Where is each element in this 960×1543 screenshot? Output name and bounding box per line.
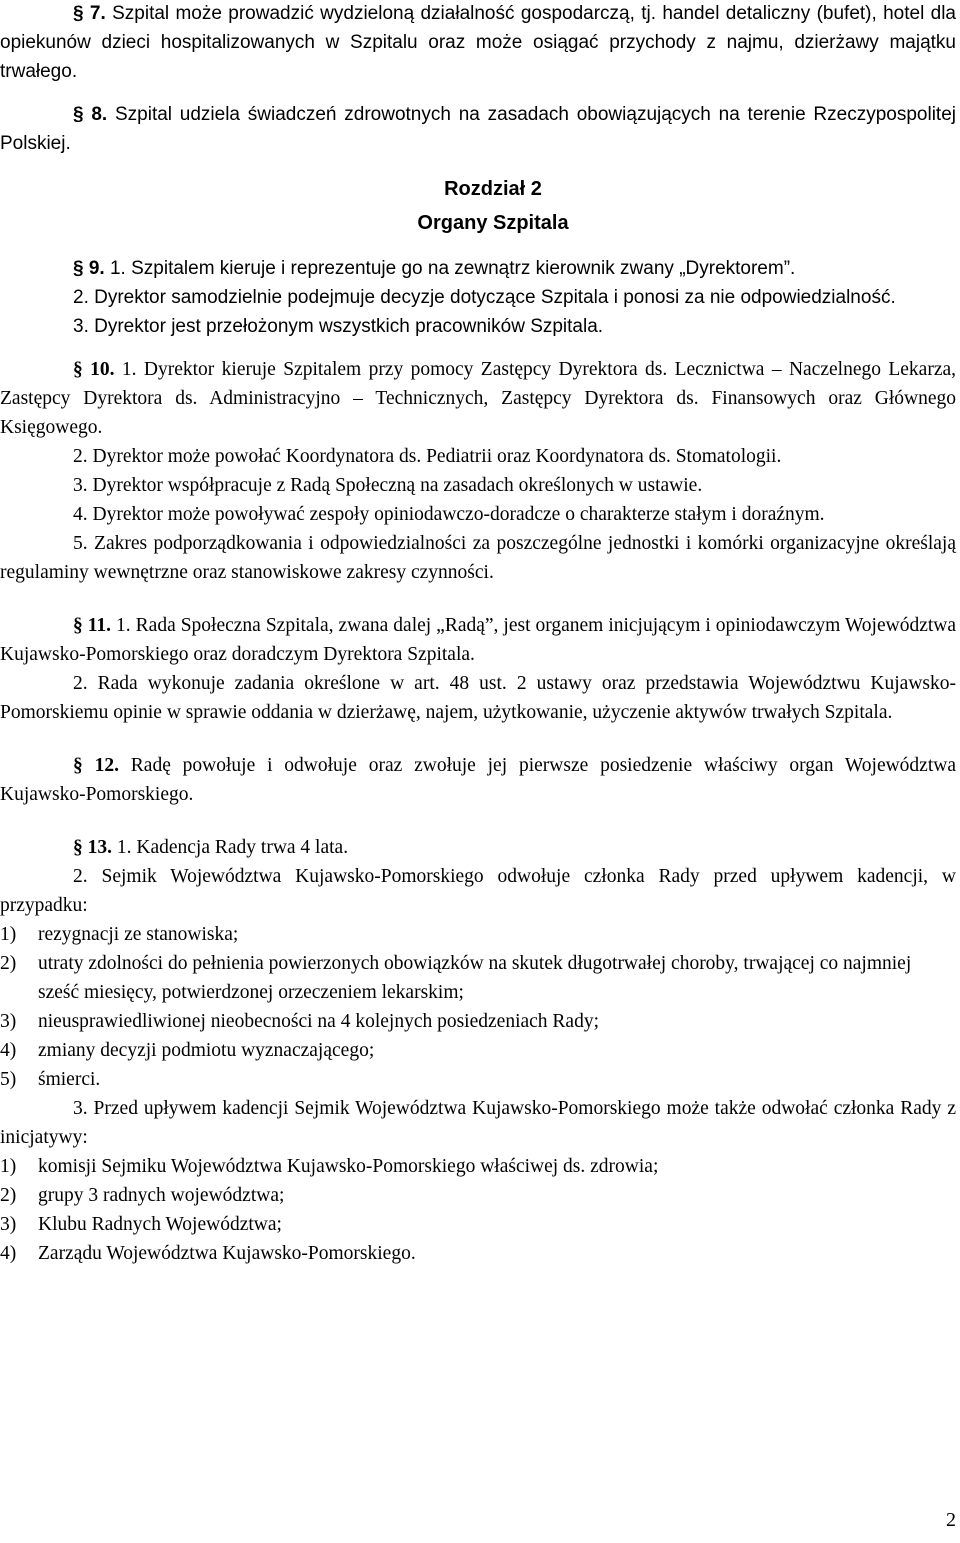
chapter-title: Organy Szpitala — [417, 212, 569, 234]
section-13-list-3 — [0, 1152, 956, 1268]
section-10-item-3: 3. Dyrektor współpracuje z Radą Społeczną na zasadach określonych w ustawie. — [73, 475, 703, 496]
list-item: 2) utraty zdolności do pełnienia powierzonych obowiązków na skutek długotrwałej choroby, trwającej co najmniej sześć miesięcy, potwierdzonej orzeczeniem lekarskim; — [0, 953, 912, 1003]
section-13-item-2: 2. Sejmik Województwa Kujawsko-Pomorskiego odwołuje członka Rady przed upływem kadencji, w przypadku: — [0, 866, 956, 916]
section-10-item-1: § 10. 1. Dyrektor kieruje Szpitalem przy pomocy Zastępcy Dyrektora ds. Lecznictwa – Naczelnego Lekarza, Zastępcy Dyrektora ds. Administracyjno – Technicznych, Zastępcy Dyrektora ds. Finansowych oraz Głównego Księgowego. — [0, 359, 957, 438]
list-item: 2) grupy 3 radnych województwa; — [0, 1185, 285, 1206]
list-item: 1) rezygnacji ze stanowiska; — [0, 924, 239, 945]
section-10-mark: § 10. — [73, 359, 115, 380]
section-10-item-2: 2. Dyrektor może powołać Koordynatora ds. Pediatrii oraz Koordynatora ds. Stomatologii. — [73, 446, 782, 467]
chapter-number: Rozdział 2 — [444, 178, 542, 200]
list-item: 3) nieusprawiedliwionej nieobecności na 4 kolejnych posiedzeniach Rady; — [0, 1011, 599, 1032]
section-13-item-3: 3. Przed upływem kadencji Sejmik Województwa Kujawsko-Pomorskiego może także odwołać członka Rady z inicjatywy: — [0, 1098, 956, 1148]
list-item: 5) śmierci. — [0, 1069, 101, 1090]
section-10-item-5: 5. Zakres podporządkowania i odpowiedzialności za poszczególne jednostki i komórki organizacyjne określają regulaminy wewnętrzne oraz stanowiskowe zakresy czynności. — [0, 533, 956, 583]
section-7 — [0, 0, 956, 86]
section-12: § 12. Radę powołuje i odwołuje oraz zwołuje jej pierwsze posiedzenie właściwy organ Województwa Kujawsko-Pomorskiego. — [0, 755, 956, 805]
section-10-item-4: 4. Dyrektor może powoływać zespoły opiniodawczo-doradcze o charakterze stałym i doraźnym. — [73, 504, 825, 525]
section-11-mark: § 11. — [73, 615, 112, 636]
list-item: 4) zmiany decyzji podmiotu wyznaczającego; — [0, 1040, 375, 1061]
section-9-mark: § 9. — [73, 258, 105, 279]
section-12-mark: § 12. — [73, 755, 119, 776]
section-11-item-1: § 11. 1. Rada Społeczna Szpitala, zwana dalej „Radą”, jest organem inicjującym i opiniodawczym Województwa Kujawsko-Pomorskiego oraz doradczym Dyrektora Szpitala. — [0, 615, 957, 665]
section-13-mark: § 13. — [73, 837, 112, 858]
section-8-mark: § 8. — [73, 104, 108, 125]
section-7-mark: § 7. — [73, 3, 106, 24]
section-9-item-2: 2. Dyrektor samodzielnie podejmuje decyzje dotyczące Szpitala i ponosi za nie odpowiedzialność. — [73, 287, 896, 308]
section-11-item-2: 2. Rada wykonuje zadania określone w art. 48 ust. 2 ustawy oraz przedstawia Województwu Kujawsko-Pomorskiemu opinie w sprawie oddania w dzierżawę, najem, użytkowanie, użyczenie aktywów trwałych Szpitala. — [0, 673, 956, 723]
list-item: 1) komisji Sejmiku Województwa Kujawsko-Pomorskiego właściwej ds. zdrowia; — [0, 1156, 659, 1177]
section-8 — [0, 100, 956, 158]
section-9-item-1: § 9. 1. Szpitalem kieruje i reprezentuje go na zewnątrz kierownik zwany „Dyrektorem”. — [73, 258, 796, 279]
list-item: 3) Klubu Radnych Województwa; — [0, 1214, 282, 1235]
section-13-item-1: § 13. 1. Kadencja Rady trwa 4 lata. — [73, 837, 349, 858]
section-8-text: Szpital udziela świadczeń zdrowotnych na zasadach obowiązujących na terenie Rzeczypospolitej Polskiej. — [0, 104, 956, 154]
list-item: 4) Zarządu Województwa Kujawsko-Pomorskiego. — [0, 1243, 416, 1264]
section-7-text: Szpital może prowadzić wydzieloną działalność gospodarczą, tj. handel detaliczny (bufet), hotel dla opiekunów dzieci hospitalizowanych w Szpitalu oraz może osiągać przychody z najmu, dzierżawy majątku trwałego. — [0, 3, 957, 82]
section-9-item-3: 3. Dyrektor jest przełożonym wszystkich pracowników Szpitala. — [73, 316, 604, 337]
page-number: 2 — [946, 1509, 956, 1531]
section-13-list-2 — [0, 920, 956, 1094]
